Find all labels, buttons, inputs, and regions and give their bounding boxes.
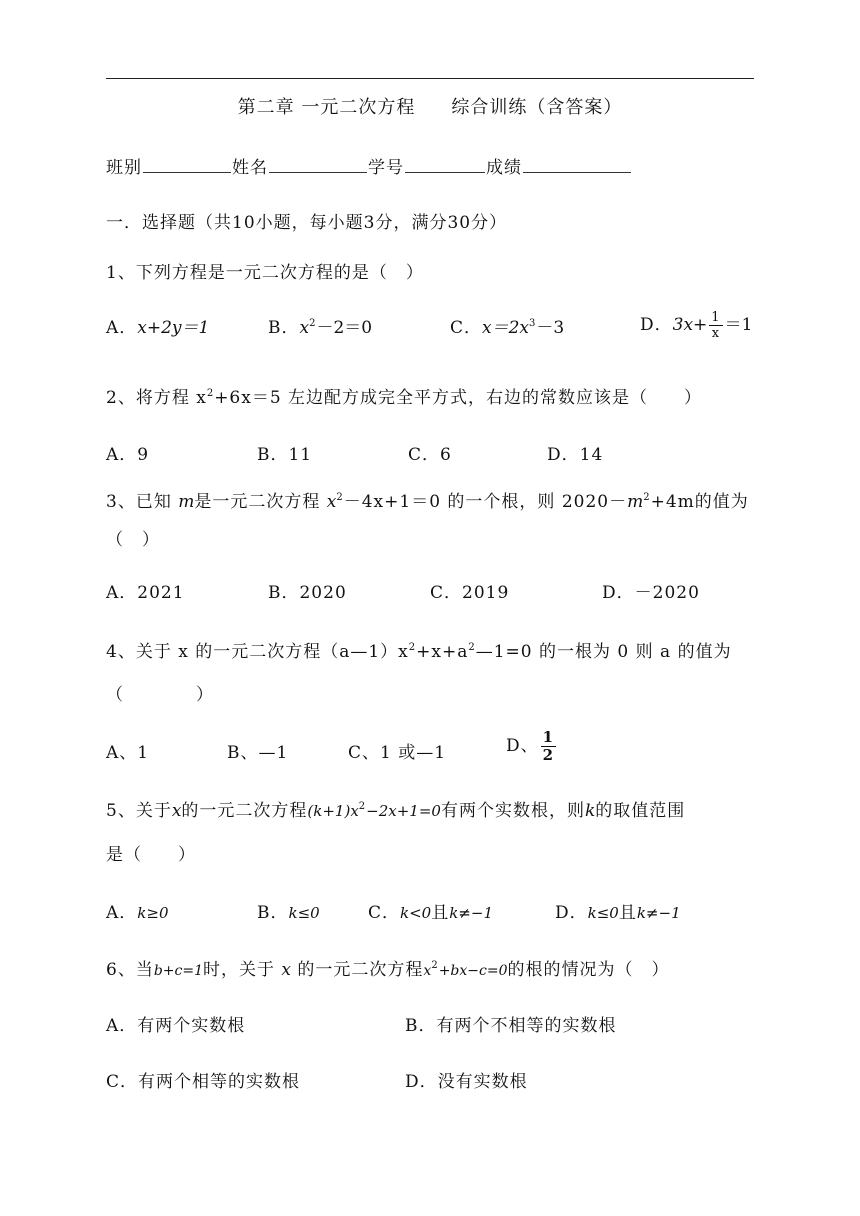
equation: (k+1)x <box>307 802 359 820</box>
option-label: D． <box>555 903 588 923</box>
variable: x <box>326 492 337 512</box>
option-label: D． <box>640 315 673 335</box>
option-expression: k≤0 <box>288 904 320 922</box>
question-1-option-b[interactable] <box>268 313 372 338</box>
stem-text: 是一元二次方程 <box>194 492 327 512</box>
equation: −2x+1=0 <box>366 802 441 820</box>
question-2-option-c[interactable]: C．6 <box>408 445 452 465</box>
stem-text: +x+a <box>416 642 469 662</box>
stem-text: +6x＝5 左边配方成完全平方式，右边的常数应该是（ ） <box>214 388 703 408</box>
fraction <box>709 311 722 340</box>
question-4-stem-line-2: （ ） <box>106 685 214 705</box>
question-3-stem <box>106 487 749 512</box>
header-rule <box>106 78 754 79</box>
numerator: 1 <box>711 310 721 325</box>
variable: x <box>171 801 182 821</box>
question-4-option-b[interactable]: B、—1 <box>227 743 289 763</box>
question-2-option-d[interactable]: D．14 <box>547 445 604 465</box>
option-expression: k≥0 <box>137 904 169 922</box>
stem-text: －4x+1＝0 的一个根，则 2020－ <box>343 492 628 512</box>
option-label: B． <box>257 903 289 923</box>
option-label: C． <box>368 903 401 923</box>
stem-text: 的一元二次方程 <box>291 960 424 980</box>
question-3-option-c[interactable]: C．2019 <box>430 583 510 603</box>
option-expression: x <box>299 318 310 338</box>
title-subtitle: 综合训练（含答案） <box>451 97 623 118</box>
exponent: 2 <box>309 318 317 329</box>
stem-text: 的根的情况为（ ） <box>507 960 670 980</box>
denominator: 2 <box>542 746 555 764</box>
stem-text: 5、关于 <box>106 801 172 821</box>
question-6-option-c[interactable]: C．有两个相等的实数根 <box>106 1072 301 1092</box>
question-3-option-d[interactable]: D．－2020 <box>602 583 700 603</box>
option-label: A． <box>106 903 138 923</box>
exponent: 3 <box>529 318 537 329</box>
question-6-option-b[interactable]: B．有两个不相等的实数根 <box>405 1016 617 1036</box>
title-chapter: 第二章 一元二次方程 <box>237 97 416 118</box>
variable: m <box>627 492 644 512</box>
stem-text: 4、关于 x 的一元二次方程（a—1）x <box>106 642 409 662</box>
denominator: x <box>711 326 721 341</box>
question-4-option-d[interactable] <box>506 730 558 763</box>
option-expression: k≠−1 <box>449 904 493 922</box>
exponent: 2 <box>431 960 439 971</box>
score-blank[interactable] <box>523 156 631 173</box>
option-label: D、 <box>506 736 539 756</box>
question-1-option-d[interactable] <box>640 310 752 340</box>
score-label: 成绩 <box>486 158 522 178</box>
option-expression: 3x+ <box>672 315 708 335</box>
stem-text: 6、当 <box>106 960 154 980</box>
student-info-line <box>106 153 632 178</box>
option-label: A． <box>106 318 138 338</box>
question-2-stem <box>106 383 702 408</box>
stem-text: +4m的值为 <box>650 492 749 512</box>
question-1-option-c[interactable] <box>450 313 564 338</box>
equation: +bx−c=0 <box>438 963 508 979</box>
question-1-stem: 1、下列方程是一元二次方程的是（ ） <box>106 263 424 283</box>
student-id-blank[interactable] <box>405 156 485 173</box>
stem-text: 时，关于 <box>203 960 282 980</box>
variable: m <box>178 492 195 512</box>
question-6-stem <box>106 955 669 980</box>
stem-text: 2、将方程 x <box>106 388 207 408</box>
question-6-option-a[interactable]: A．有两个实数根 <box>106 1016 246 1036</box>
page-title <box>0 93 860 119</box>
question-2-option-b[interactable]: B．11 <box>257 445 313 465</box>
question-6-option-d[interactable]: D．没有实数根 <box>405 1072 528 1092</box>
question-5-stem <box>106 796 685 821</box>
stem-text: —1=0 的一根为 0 则 a 的值为 <box>475 642 732 662</box>
option-expression: k<0 <box>400 904 432 922</box>
option-expression: －3 <box>536 318 565 338</box>
option-expression: k≠−1 <box>636 904 681 922</box>
exponent: 2 <box>206 388 215 399</box>
class-label: 班别 <box>106 158 142 178</box>
question-5-option-a[interactable] <box>106 898 168 923</box>
equation: x <box>423 963 432 979</box>
exponent: 2 <box>358 801 367 812</box>
question-5-option-c[interactable] <box>368 898 493 923</box>
stem-text: 有两个实数根，则 <box>440 801 585 821</box>
question-5-stem-line-2: 是（ ） <box>106 845 196 865</box>
question-3-option-a[interactable]: A．2021 <box>106 583 185 603</box>
stem-text: 的取值范围 <box>595 801 686 821</box>
numerator: 1 <box>542 728 555 746</box>
variable: k <box>584 801 596 821</box>
option-label: C． <box>450 318 483 338</box>
option-expression: x＝2x <box>482 318 530 338</box>
conjunction: 且 <box>431 903 450 923</box>
question-5-option-b[interactable] <box>257 898 320 923</box>
question-3-option-b[interactable]: B．2020 <box>268 583 347 603</box>
question-4-option-a[interactable]: A、1 <box>106 743 150 763</box>
fraction <box>541 730 556 763</box>
class-blank[interactable] <box>143 156 231 173</box>
name-label: 姓名 <box>232 158 268 178</box>
exponent: 2 <box>468 642 476 653</box>
stem-text: 的一元二次方程 <box>181 801 308 821</box>
question-3-stem-line-2: （ ） <box>106 530 160 550</box>
option-expression: －2＝0 <box>316 318 373 338</box>
variable: x <box>281 960 291 980</box>
question-5-option-d[interactable] <box>555 898 681 923</box>
condition: b+c=1 <box>153 963 203 979</box>
conjunction: 且 <box>618 903 637 923</box>
name-blank[interactable] <box>269 156 367 173</box>
section-heading: 一．选择题（共10小题，每小题3分，满分30分） <box>106 213 508 233</box>
exponent: 2 <box>643 492 651 503</box>
option-expression: ＝1 <box>724 315 753 335</box>
question-4-stem <box>106 637 732 662</box>
stem-text: 3、已知 <box>106 492 179 512</box>
exponent: 2 <box>408 642 417 653</box>
option-expression: x+2y＝1 <box>137 318 210 338</box>
student-id-label: 学号 <box>368 158 404 178</box>
question-1-option-a[interactable] <box>106 313 209 338</box>
question-2-option-a[interactable]: A．9 <box>106 445 150 465</box>
question-4-option-c[interactable]: C、1 或—1 <box>348 743 447 763</box>
option-label: B． <box>268 318 300 338</box>
exponent: 2 <box>336 492 344 503</box>
option-expression: k≤0 <box>587 904 619 922</box>
